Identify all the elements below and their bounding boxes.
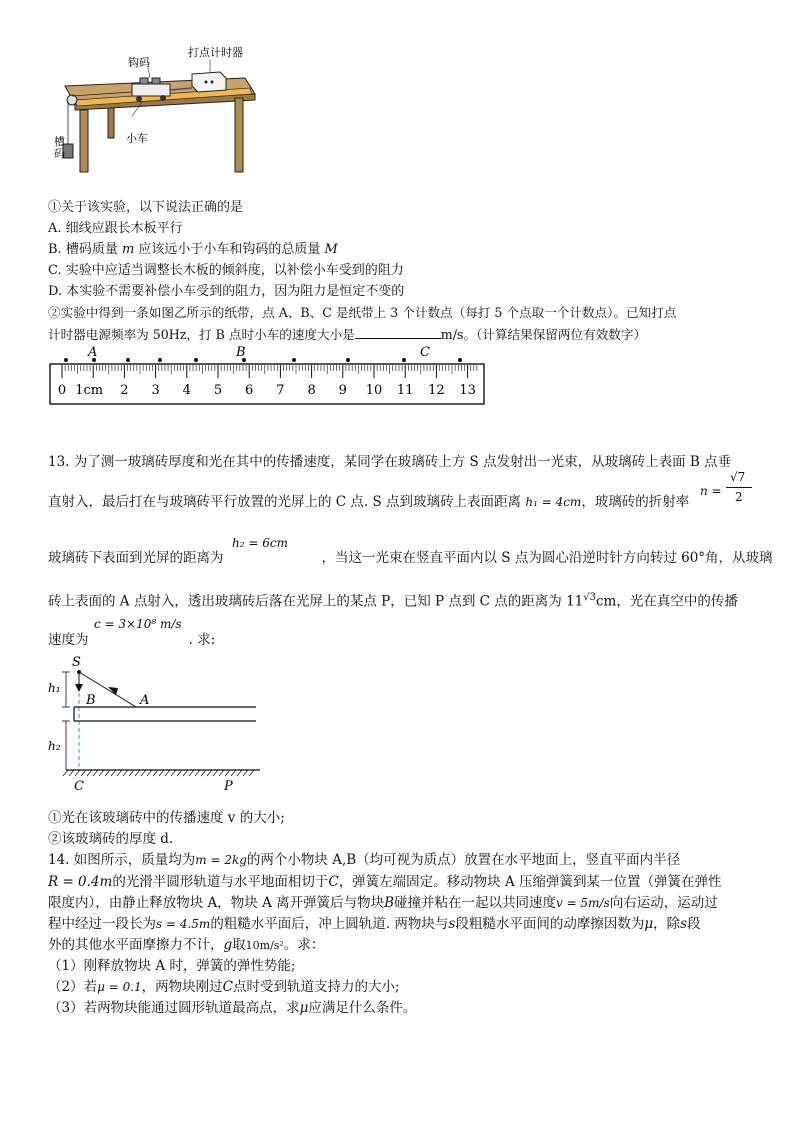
screen-hatch — [69, 770, 74, 776]
label-timer: 打点计时器 — [188, 46, 243, 59]
ruler-figure — [48, 342, 488, 408]
q14-sub3: （3）若两物块能通过圆形轨道最高点，求μ应满足什么条件。 — [48, 1000, 417, 1016]
q13-line7: 速度为 . 求: — [48, 632, 216, 648]
q13-line5: 砖上表面的 A 点射入，透出玻璃砖后落在光屏上的某点 P，已知 P 点到 C 点的距离为 $11^{√3}cm$，光在真空中的传播 — [48, 592, 738, 610]
q13-sub1: ①光在该玻璃砖中的传播速度 v 的大小; — [48, 810, 285, 826]
q14-line2: R = 0.4m的光滑半圆形轨道与水平地面相切于C，弹簧左端固定。移动物块 A 压缩弹簧到某一位置（弹簧在弹性 — [48, 874, 722, 890]
q14-sub2: （2）若μ = 0.1，两物块刚过C点时受到轨道支持力的大小; — [48, 979, 400, 995]
label-a: A — [140, 693, 150, 708]
ruler-number: 3 — [151, 383, 160, 398]
q14-line3: 限度内），由静止释放物块 A，物块 A 离开弹簧后与物块B碰撞并粘在一起以共同速度v = 5m/s向右运动，运动过 — [48, 895, 718, 911]
q12-option-a: A. 细线应跟长木板平行 — [48, 221, 183, 236]
screen-hatch — [159, 770, 164, 776]
ruler-number: 9 — [338, 383, 347, 398]
ruler-number: 8 — [307, 383, 316, 398]
tape-dot — [346, 358, 350, 362]
screen-hatch — [237, 770, 242, 776]
label-trough-weight: 槽码 — [54, 135, 65, 160]
ruler-number: 4 — [182, 383, 191, 398]
ruler-number: 7 — [276, 383, 285, 398]
q12-part1: ①关于该实验，以下说法正确的是 — [48, 200, 244, 215]
screen-hatch — [81, 770, 86, 776]
screen-hatch — [207, 770, 212, 776]
label-c: C — [74, 779, 84, 794]
ruler-number: 5 — [213, 383, 223, 398]
point-b-label: B — [236, 345, 246, 360]
screen-hatch — [249, 770, 254, 776]
q12-part2-line1: ②实验中得到一条如图乙所示的纸带，点 A、B、C 是纸带上 3 个计数点（每打 5 个点取一个计数点）。已知打点 — [48, 305, 677, 320]
screen-hatch — [213, 770, 218, 776]
q12-option-c: C. 实验中应适当调整长木板的倾斜度，以补偿小车受到的阻力 — [48, 263, 404, 278]
ruler-number: 0 — [57, 383, 67, 398]
screen-hatch — [141, 770, 146, 776]
screen-hatch — [195, 770, 200, 776]
ruler-number: 10 — [365, 383, 383, 398]
q14-line5: 外的其他水平面摩擦力不计，g取10m/s²。求： — [48, 937, 325, 953]
point-a-label: A — [88, 345, 98, 360]
ruler-number: 12 — [428, 383, 445, 398]
q13-line2: 直射入，最后打在与玻璃砖平行放置的光屏上的 C 点. S 点到玻璃砖上表面距离 h₁ = 4cm，玻璃砖的折射率 — [48, 494, 690, 510]
screen-hatch — [105, 770, 110, 776]
q14-line4: 程中经过一段长为s = 4.5m的粗糙水平面后，冲上圆轨道. 两物块与s段粗糙水平面间的动摩擦因数为μ，除s段 — [48, 916, 701, 932]
screen-hatch — [225, 770, 230, 776]
screen-hatch — [135, 770, 140, 776]
tape-dot — [194, 358, 198, 362]
screen-hatch — [93, 770, 98, 776]
apparatus-figure — [40, 38, 280, 178]
screen-hatch — [165, 770, 170, 776]
ruler-number: 6 — [245, 383, 254, 398]
screen-hatch — [111, 770, 116, 776]
ruler-number: 1cm — [75, 383, 104, 398]
screen-hatch — [75, 770, 80, 776]
screen-hatch — [87, 770, 92, 776]
screen-hatch — [201, 770, 206, 776]
glass-brick-figure — [44, 652, 274, 794]
screen-hatch — [123, 770, 128, 776]
tape-dot — [292, 358, 296, 362]
tape-dot — [64, 358, 68, 362]
q13-line1: 13. 为了测一玻璃砖厚度和光在其中的传播速度，某同学在玻璃砖上方 S 点发射出一光束，从玻璃砖上表面 B 点垂 — [48, 454, 732, 470]
label-s: S — [72, 655, 81, 670]
screen-hatch — [183, 770, 188, 776]
q14-sub1: （1）刚释放物块 A 时，弹簧的弹性势能; — [48, 958, 296, 974]
screen-hatch — [171, 770, 176, 776]
screen-hatch — [231, 770, 236, 776]
screen-hatch — [129, 770, 134, 776]
ruler-number: 11 — [396, 383, 414, 398]
q12-option-b: B. 槽码质量 m 应该远小于小车和钩码的总质量 M — [48, 242, 338, 257]
tape-dot — [126, 358, 130, 362]
ruler-number: 13 — [459, 383, 476, 398]
screen-hatch — [177, 770, 182, 776]
screen-hatch — [117, 770, 122, 776]
screen-hatch — [153, 770, 158, 776]
ruler-number: 2 — [120, 383, 129, 398]
q12-part2-line2: 计时器电源频率为 50Hz，打 B 点时小车的速度大小是 m/s。（计算结果保留两位有效数字） — [48, 324, 646, 345]
q13-c-value: c = 3×10⁸ m/s — [94, 617, 182, 631]
tape-dot — [458, 358, 462, 362]
label-h2: h₂ — [48, 739, 61, 753]
answer-blank[interactable] — [355, 324, 441, 339]
screen-hatch — [147, 770, 152, 776]
q13-line4: 玻璃砖下表面到光屏的距离为 ，当这一光束在竖直平面内以 S 点为圆心沿逆时针方向转过 60°角，从玻璃 — [48, 550, 773, 566]
label-weight: 钩码 — [128, 56, 150, 69]
screen-hatch — [63, 770, 68, 776]
screen-hatch — [99, 770, 104, 776]
screen-hatch — [189, 770, 194, 776]
screen-hatch — [219, 770, 224, 776]
label-h1: h₁ — [48, 681, 61, 695]
q14-line1: 14. 如图所示，质量均为m = 2kg的两个小物块 A,B（均可视为质点）放置在水平地面上，竖直平面内半径 — [48, 852, 681, 868]
tape-dot — [158, 358, 162, 362]
screen-hatch — [243, 770, 248, 776]
label-p: P — [224, 779, 233, 794]
point-c-label: C — [420, 345, 430, 360]
q13-h2: h₂ = 6cm — [232, 536, 288, 550]
label-cart: 小车 — [126, 132, 148, 145]
q13-sub2: ②该玻璃砖的厚度 d. — [48, 831, 174, 847]
label-b: B — [86, 693, 96, 708]
q12-option-d: D. 本实验不需要补偿小车受到的阻力，因为阻力是恒定不变的 — [48, 284, 405, 299]
tape-dot — [402, 358, 406, 362]
